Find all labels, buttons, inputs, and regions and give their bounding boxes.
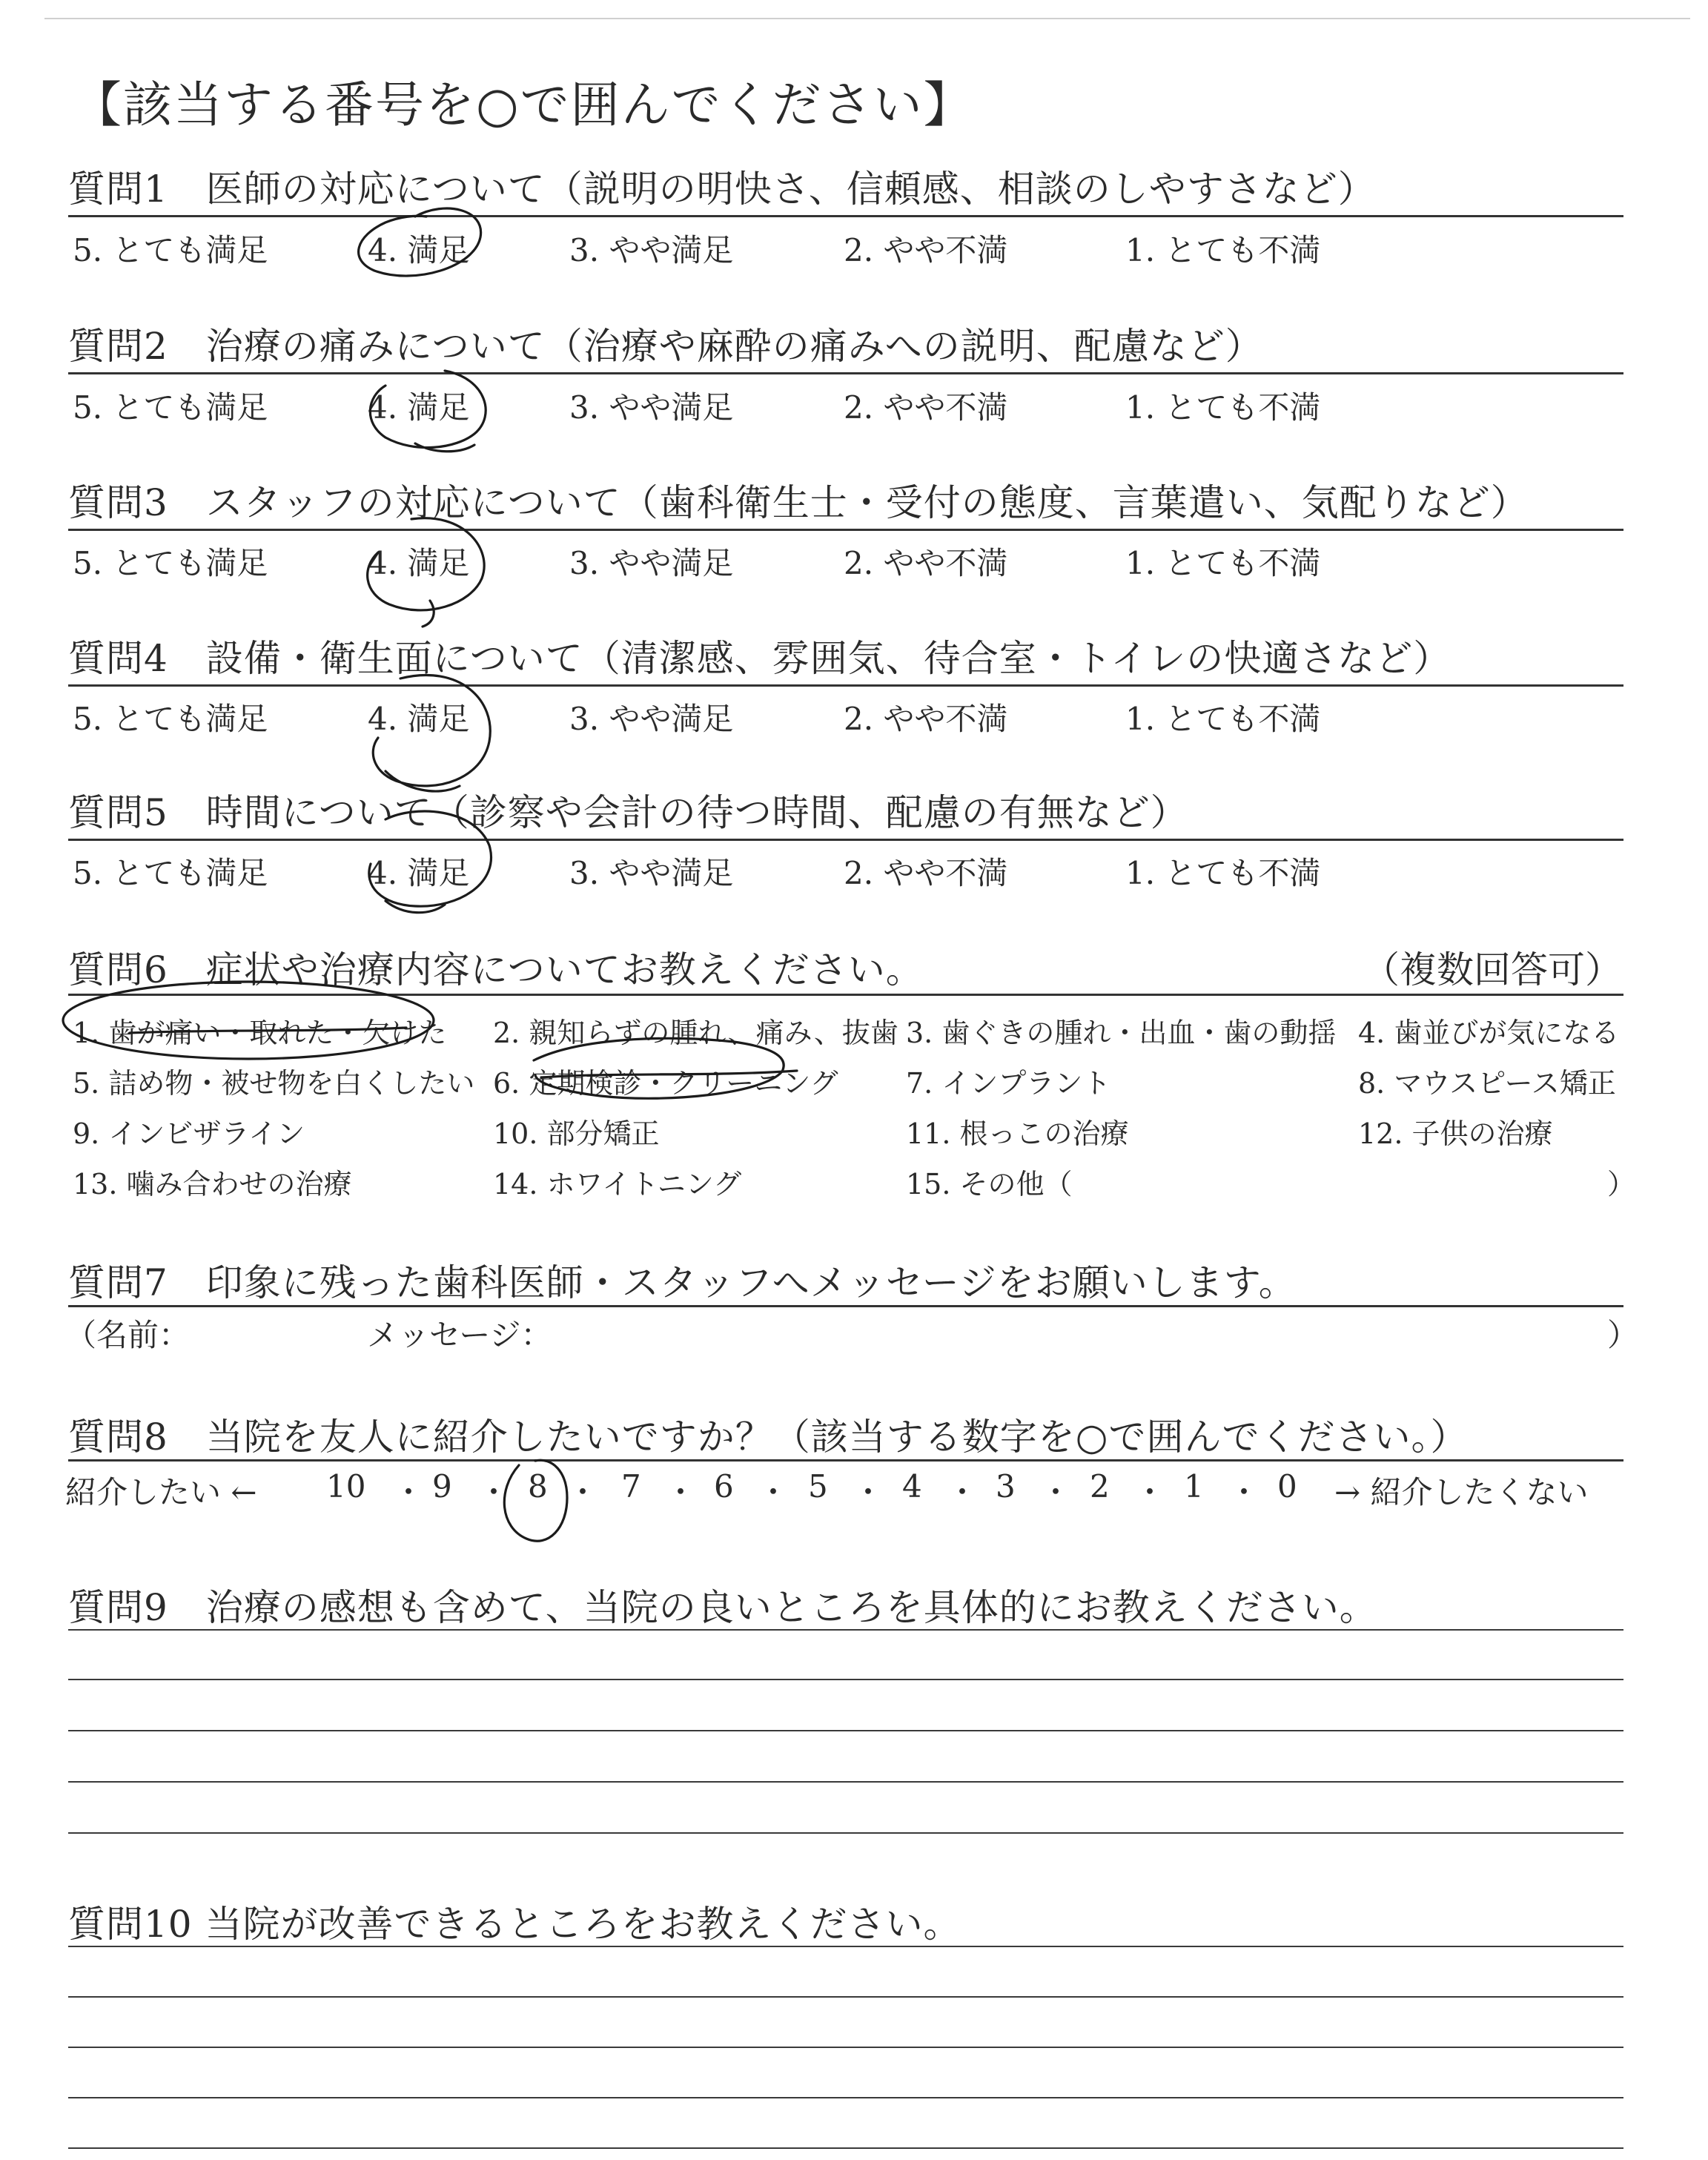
q6-item-8[interactable]: 8. マウスピース矯正 xyxy=(1358,1067,1616,1100)
option-2[interactable]: 2. やや不満 xyxy=(844,389,1008,426)
question-title: 質問3 スタッフの対応について（歯科衛生士・受付の態度、言葉遣い、気配りなど） xyxy=(68,481,1529,524)
scale-1[interactable]: 1 xyxy=(1184,1468,1204,1505)
answer-line[interactable] xyxy=(68,2047,1623,2048)
q7-close: ） xyxy=(1607,1317,1639,1353)
scale-9[interactable]: 9 xyxy=(432,1468,452,1505)
scale-2[interactable]: 2 xyxy=(1090,1468,1110,1505)
option-1[interactable]: 1. とても不満 xyxy=(1125,701,1321,737)
option-3[interactable]: 3. やや満足 xyxy=(569,389,734,426)
scale-sep: ・ xyxy=(947,1474,979,1510)
question-rule xyxy=(68,684,1623,687)
q6-item-9[interactable]: 9. インビザライン xyxy=(73,1117,305,1150)
message-field[interactable]: メッセージ： xyxy=(367,1317,552,1353)
scale-sep: ・ xyxy=(1134,1474,1166,1510)
q6-item-15[interactable]: 15. その他（ xyxy=(906,1168,1073,1200)
answer-line[interactable] xyxy=(68,2097,1623,2098)
q6-item-7[interactable]: 7. インプラント xyxy=(906,1067,1111,1100)
option-5[interactable]: 5. とても満足 xyxy=(73,389,268,426)
answer-line[interactable] xyxy=(68,1679,1623,1680)
question-rule xyxy=(68,1459,1623,1462)
scale-sep: ・ xyxy=(567,1474,599,1510)
scale-sep: ・ xyxy=(853,1474,884,1510)
answer-line xyxy=(68,1946,1623,1947)
q6-item-4[interactable]: 4. 歯並びが気になる xyxy=(1358,1017,1620,1049)
scale-sep: ・ xyxy=(478,1474,510,1510)
scale-7[interactable]: 7 xyxy=(621,1468,641,1505)
option-4[interactable]: 4. 満足 xyxy=(368,389,470,426)
scale-sep: ・ xyxy=(1040,1474,1072,1510)
recommend-right-label: → 紹介したくない xyxy=(1334,1474,1589,1510)
q6-item-11[interactable]: 11. 根っこの治療 xyxy=(906,1117,1129,1150)
question-title: 質問5 時間について（診察や会計の待つ時間、配慮の有無など） xyxy=(68,791,1188,834)
question-title: 質問1 医師の対応について（説明の明快さ、信頼感、相談のしやすさなど） xyxy=(68,168,1376,211)
rating-options xyxy=(73,226,1333,271)
page-top-edge xyxy=(44,18,1690,19)
question-title: 質問6 症状や治療内容についてお教えください。 xyxy=(68,948,924,991)
option-2[interactable]: 2. やや不満 xyxy=(844,232,1008,268)
answer-line xyxy=(68,1629,1623,1631)
answer-line[interactable] xyxy=(68,1832,1623,1834)
q6-item-12[interactable]: 12. 子供の治療 xyxy=(1358,1117,1553,1150)
question-rule xyxy=(68,372,1623,374)
question-title: 質問7 印象に残った歯科医師・スタッフへメッセージをお願いします。 xyxy=(68,1261,1297,1304)
q6-item-3[interactable]: 3. 歯ぐきの腫れ・出血・歯の動揺 xyxy=(906,1017,1337,1049)
scale-6[interactable]: 6 xyxy=(714,1468,734,1505)
option-2[interactable]: 2. やや不満 xyxy=(844,855,1008,891)
answer-line[interactable] xyxy=(68,1730,1623,1731)
question-title: 質問8 当院を友人に紹介したいですか？（該当する数字を○で囲んでください。） xyxy=(68,1416,1469,1459)
q6-other-close: ） xyxy=(1607,1168,1636,1200)
question-rule xyxy=(68,215,1623,217)
scale-sep: ・ xyxy=(393,1474,425,1510)
recommend-left-label: 紹介したい ← xyxy=(65,1474,257,1510)
scale-0[interactable]: 0 xyxy=(1277,1468,1297,1505)
question-title: 質問2 治療の痛みについて（治療や麻酔の痛みへの説明、配慮など） xyxy=(68,325,1263,368)
answer-line[interactable] xyxy=(68,2147,1623,2149)
q6-item-14[interactable]: 14. ホワイトニング xyxy=(493,1168,742,1200)
option-3[interactable]: 3. やや満足 xyxy=(569,545,734,581)
answer-line[interactable] xyxy=(68,1996,1623,1998)
question-rule xyxy=(68,994,1623,996)
option-3[interactable]: 3. やや満足 xyxy=(569,855,734,891)
option-4[interactable]: 4. 満足 xyxy=(368,545,470,581)
option-5[interactable]: 5. とても満足 xyxy=(73,232,268,268)
name-field[interactable]: （名前： xyxy=(65,1317,191,1353)
page-header: 【該当する番号を○で囲んでください】 xyxy=(73,76,974,133)
option-5[interactable]: 5. とても満足 xyxy=(73,855,268,891)
option-1[interactable]: 1. とても不満 xyxy=(1125,389,1321,426)
question-title: 質問9 治療の感想も含めて、当院の良いところを具体的にお教えください。 xyxy=(68,1586,1377,1629)
option-4[interactable]: 4. 満足 xyxy=(368,855,470,891)
option-2[interactable]: 2. やや不満 xyxy=(844,701,1008,737)
scale-sep: ・ xyxy=(1228,1474,1260,1510)
option-1[interactable]: 1. とても不満 xyxy=(1125,232,1321,268)
q6-item-6[interactable]: 6. 定期検診・クリーニング xyxy=(493,1067,838,1100)
q6-item-10[interactable]: 10. 部分矯正 xyxy=(493,1117,660,1150)
scale-3[interactable]: 3 xyxy=(996,1468,1016,1505)
option-4[interactable]: 4. 満足 xyxy=(368,232,470,268)
q6-item-13[interactable]: 13. 噛み合わせの治療 xyxy=(73,1168,352,1200)
rating-options xyxy=(73,539,1333,584)
question-rule xyxy=(68,529,1623,531)
option-4[interactable]: 4. 満足 xyxy=(368,701,470,737)
option-2[interactable]: 2. やや不満 xyxy=(844,545,1008,581)
question-title: 質問10 当院が改善できるところをお教えください。 xyxy=(68,1903,961,1946)
option-1[interactable]: 1. とても不満 xyxy=(1125,855,1321,891)
option-5[interactable]: 5. とても満足 xyxy=(73,545,268,581)
rating-options xyxy=(73,849,1333,894)
scale-sep: ・ xyxy=(665,1474,697,1510)
option-5[interactable]: 5. とても満足 xyxy=(73,701,268,737)
question-title: 質問4 設備・衛生面について（清潔感、雰囲気、待合室・トイレの快適さなど） xyxy=(68,637,1452,680)
option-3[interactable]: 3. やや満足 xyxy=(569,701,734,737)
option-3[interactable]: 3. やや満足 xyxy=(569,232,734,268)
question-rule xyxy=(68,1305,1623,1307)
scale-sep: ・ xyxy=(758,1474,790,1510)
rating-options xyxy=(73,383,1333,428)
q6-item-2[interactable]: 2. 親知らずの腫れ、痛み、抜歯 xyxy=(493,1017,898,1049)
scale-5[interactable]: 5 xyxy=(808,1468,828,1505)
scale-4[interactable]: 4 xyxy=(902,1468,922,1505)
q6-item-5[interactable]: 5. 詰め物・被せ物を白くしたい xyxy=(73,1067,475,1100)
question-rule xyxy=(68,839,1623,841)
scale-8[interactable]: 8 xyxy=(528,1468,548,1505)
answer-line[interactable] xyxy=(68,1781,1623,1783)
multiple-answer-note: （複数回答可） xyxy=(1363,948,1622,991)
q6-item-1[interactable]: 1. 歯が痛い・取れた・欠けた xyxy=(73,1017,447,1049)
scale-10[interactable]: 10 xyxy=(326,1468,366,1505)
option-1[interactable]: 1. とても不満 xyxy=(1125,545,1321,581)
rating-options xyxy=(73,695,1333,739)
